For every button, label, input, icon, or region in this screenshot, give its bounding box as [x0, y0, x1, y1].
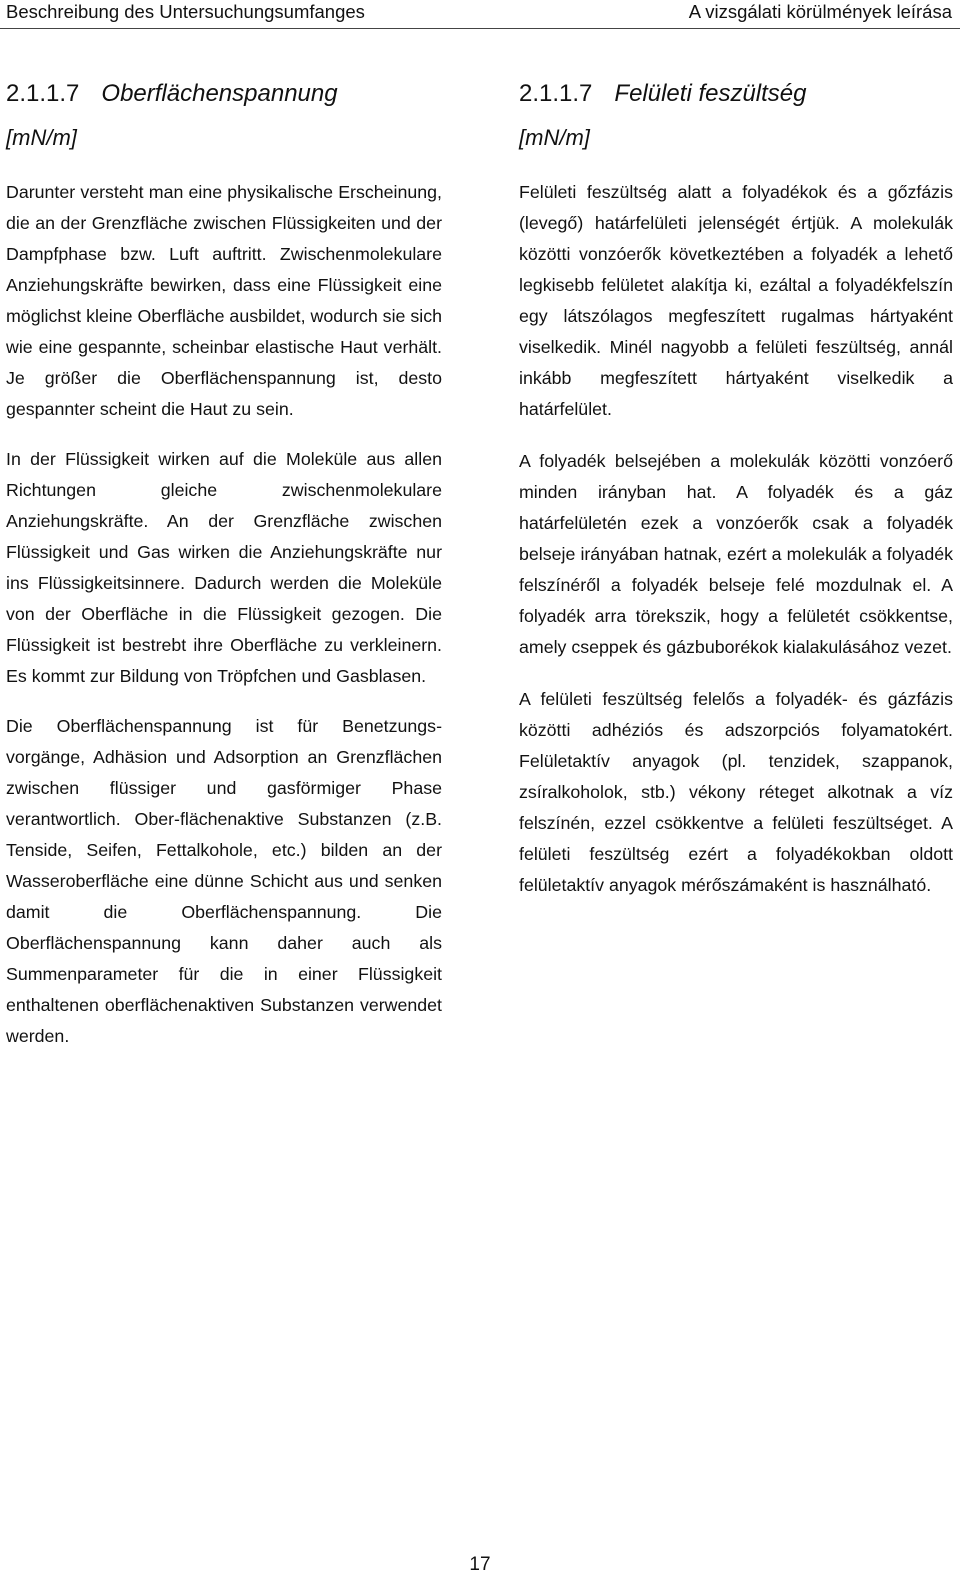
- section-title: Oberflächenspannung: [101, 80, 338, 107]
- section-heading-hu: [519, 78, 953, 110]
- paragraph: In der Flüssigkeit wirken auf die Moleküle aus allen Richtungen gleiche zwischenmolekulare Anziehungskräfte. An der Grenzfläche zwischen Flüssigkeit und Gas wirken die Anziehungskräfte nur ins Flüssigkeitsinnere. Dadurch werden die Moleküle von der Oberfläche in die Flüssigkeit gezogen. Die Flüssigkeit ist bestrebt ihre Oberfläche zu verkleinern. Es kommt zur Bildung von Tröpfchen und Gasblasen.: [6, 449, 442, 686]
- unit-label: [mN/m]: [6, 125, 77, 150]
- header-left-title: Beschreibung des Untersuchungsumfanges: [6, 1, 365, 22]
- page-header: [0, 0, 960, 29]
- section-number: 2.1.1.7: [6, 80, 80, 107]
- paragraph: A folyadék belsejében a molekulák közötti vonzóerő minden irányban hat. A folyadék és a gáz határfelületén ezek a vonzóerők csak a folyadék belseje irányában hatnak, ezért a molekulák a folyadék felszínéről a folyadék belseje felé mozdulnak el. A folyadék arra törekszik, hogy a felületét csökkentse, amely cseppek és gázbuborékok kialakulásához vezet.: [519, 451, 953, 657]
- hungarian-column: [519, 78, 953, 901]
- header-right-title: A vizsgálati körülmények leírása: [688, 1, 952, 22]
- section-heading-de: [6, 78, 442, 110]
- paragraph: Die Oberflächenspannung ist für Benetzungs-vorgänge, Adhäsion und Adsorption an Grenzflächen zwischen flüssiger und gasförmiger Phase verantwortlich. Ober-flächenaktive Substanzen (z.B. Tenside, Seifen, Fettalkohole, etc.) bilden an der Wasseroberfläche eine dünne Schicht aus und senken damit die Oberflächenspannung. Die Oberflächenspannung kann daher auch als Summenparameter für die in einer Flüssigkeit enthaltenen oberflächenaktiven Substanzen verwendet werden.: [6, 716, 442, 1046]
- section-number: 2.1.1.7: [519, 80, 593, 107]
- section-title: Felületi feszültség: [614, 80, 807, 107]
- paragraph: A felületi feszültség felelős a folyadék- és gázfázis közötti adhéziós és adszorpciós folyamatokért. Felületaktív anyagok (pl. tenzidek, szappanok, zsíralkoholok, stb.) vékony réteget alkotnak a víz felszínén, ezzel csökkentve a felületi feszültséget. A felületi feszültség ezért a folyadékokban oldott felületaktív anyagok mérőszámaként is használható.: [519, 689, 953, 895]
- unit-label: [mN/m]: [519, 125, 590, 150]
- page-number: 17: [469, 1554, 491, 1575]
- paragraph: Darunter versteht man eine physikalische Erscheinung, die an der Grenzfläche zwischen Flüssigkeiten und der Dampfphase bzw. Luft auftritt. Zwischenmolekulare Anziehungskräfte bewirken, dass eine Flüssigkeit eine möglichst kleine Oberfläche ausbildet, wodurch sie sich wie eine gespannte, scheinbar elastische Haut verhält. Je größer die Oberflächenspannung ist, desto gespannter scheint die Haut zu sein.: [6, 182, 442, 419]
- german-column: [6, 78, 442, 1052]
- paragraph: Felületi feszültség alatt a folyadékok és a gőzfázis (levegő) határfelületi jelenségét értjük. A molekulák közötti vonzóerők következtében a folyadék a lehető legkisebb felületet alakítja ki, ezáltal a folyadékfelszín egy látszólagos megfeszített rugalmas hártyaként viselkedik. Minél nagyobb a felületi feszültség, annál inkább megfeszített hártyaként viselkedik a határfelület.: [519, 182, 953, 419]
